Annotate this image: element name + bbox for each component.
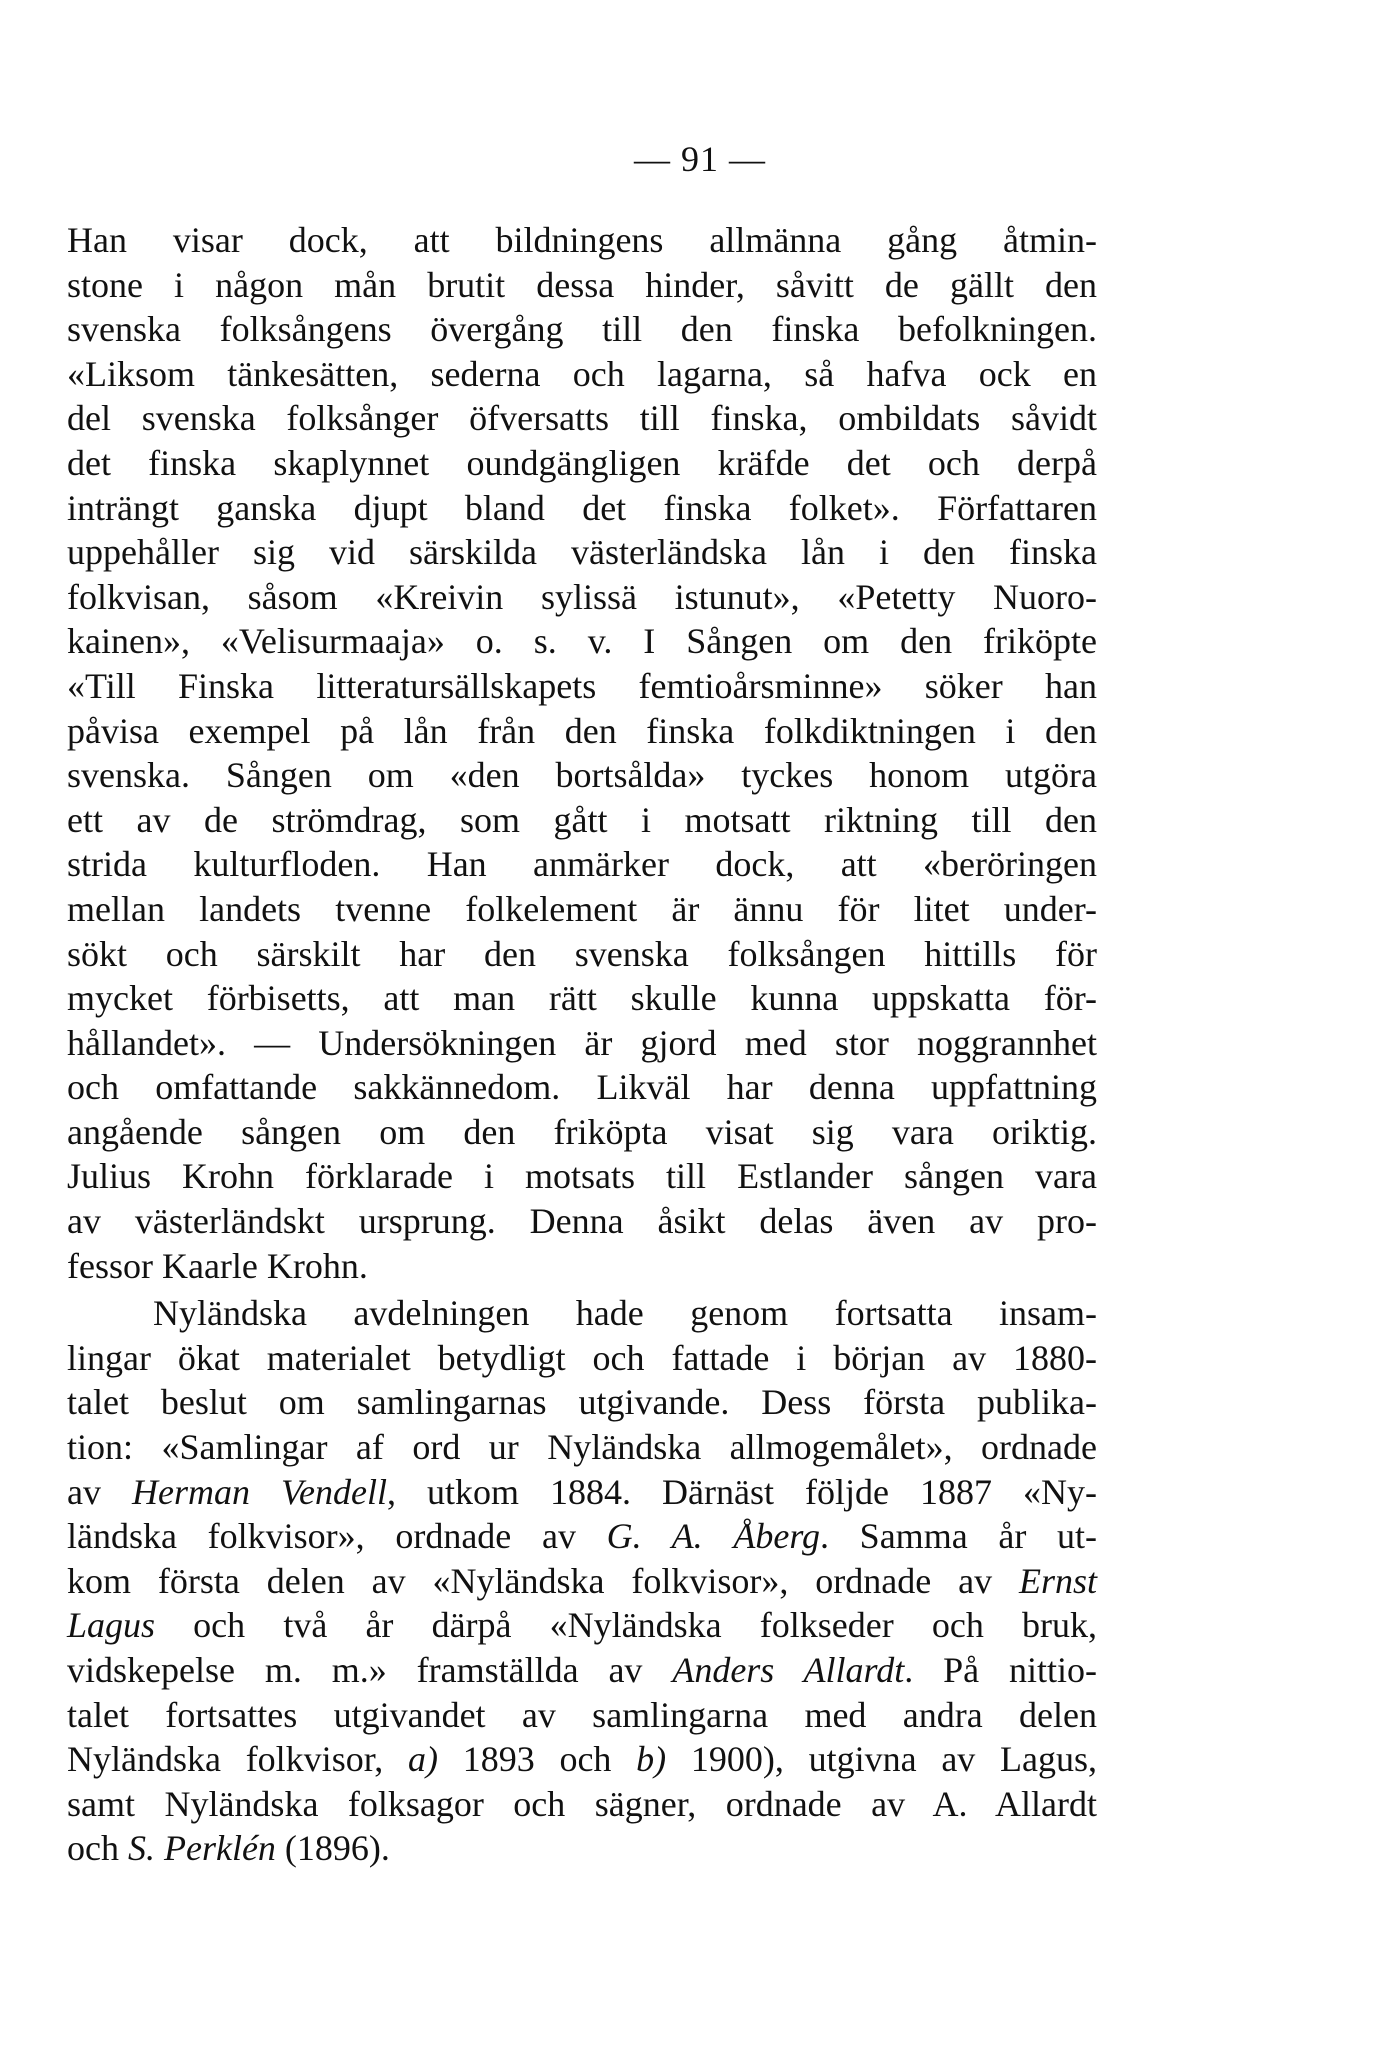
text-line: Nyländska folkvisor, a) 1893 och b) 1900), utgivna av Lagus, [67,1739,1098,1780]
author-name: S. Perklén [127,1828,276,1869]
text-line: kom första delen av «Nyländska folkvisor», ordnade av Ernst [67,1560,1097,1601]
text-line: påvisa exempel på lån från den finska folkdiktningen i den [67,710,1097,751]
author-name: Lagus [67,1605,156,1646]
text-line: ländska folkvisor», ordnade av G. A. Åberg. Samma år ut- [67,1516,1097,1557]
text-line: sökt och särskilt har den svenska folksången hittills för [67,933,1097,974]
text-line: lingar ökat materialet betydligt och fattade i början av 1880- [67,1337,1097,1378]
text-line: av Herman Vendell, utkom 1884. Därnäst följde 1887 «Ny- [67,1471,1097,1512]
text-line: Lagus och två år därpå «Nyländska folkseder och bruk, [67,1605,1097,1646]
author-name: Anders Allardt [672,1650,905,1690]
text-line: kainen», «Velisurmaaja» o. s. v. I Sången om den friköpte [67,621,1097,662]
text-line: Julius Krohn förklarade i motsats till Estlander sången vara [67,1156,1097,1197]
text-line: del svenska folksånger öfversatts till finska, ombildats såvidt [67,398,1097,439]
text-line: folkvisan, såsom «Kreivin sylissä istunut», «Petetty Nuoro- [67,576,1097,617]
text-line: Nyländska avdelningen hade genom fortsatta insam- [153,1293,1097,1334]
text-line: hållandet». — Undersökningen är gjord med stor noggrannhet [67,1022,1097,1063]
text-line: och S. Perklén (1896). [67,1828,390,1869]
paragraph-2 [67,1291,1097,1871]
text-line: det finska skaplynnet oundgängligen kräfde det och derpå [67,442,1097,483]
paragraph-1 [67,218,1097,1288]
text-line: mellan landets tvenne folkelement är ännu för litet under- [67,888,1097,929]
text-line: angående sången om den friköpta visat sig vara oriktig. [67,1111,1097,1152]
author-name: Ernst [1018,1560,1097,1601]
text-line: strida kulturfloden. Han anmärker dock, att «beröringen [67,844,1097,885]
text-line: «Liksom tänkesätten, sederna och lagarna, så hafva ock en [67,353,1097,394]
page-number: — 91 — [634,139,766,179]
text-line: vidskepelse m. m.» framställda av Anders Allardt. På nittio- [67,1650,1098,1690]
author-name: G. A. Åberg [606,1516,820,1557]
volume-marker: b) [636,1739,667,1780]
body-text [67,218,1097,1871]
text-line: svenska. Sången om «den bortsålda» tyckes honom utgöra [67,755,1097,796]
text-line: fessor Kaarle Krohn. [67,1245,368,1286]
text-line: uppehåller sig vid särskilda västerländska lån i den finska [67,532,1097,573]
volume-marker: a) [407,1739,438,1780]
text-line: och omfattande sakkännedom. Likväl har denna uppfattning [67,1067,1097,1108]
text-line: av västerländskt ursprung. Denna åsikt delas även av pro- [67,1201,1097,1242]
text-line: tion: «Samlingar af ord ur Nyländska allmogemålet», ordnade [67,1427,1097,1468]
text-line: inträngt ganska djupt bland det finska folket». Författaren [67,487,1097,528]
text-line: talet fortsattes utgivandet av samlingarna med andra delen [67,1694,1097,1735]
text-line: «Till Finska litteratursällskapets femtioårsminne» söker han [67,665,1097,706]
text-line: Han visar dock, att bildningens allmänna gång åtmin- [67,220,1097,260]
text-line: mycket förbisetts, att man rätt skulle kunna uppskatta för- [67,978,1097,1019]
text-line: stone i någon mån brutit dessa hinder, såvitt de gällt den [67,264,1097,305]
author-name: Herman Vendell [132,1471,387,1512]
text-line: svenska folksångens övergång till den finska befolkningen. [67,309,1097,350]
text-line: samt Nyländska folksagor och sägner, ordnade av A. Allardt [67,1783,1097,1824]
text-line: talet beslut om samlingarnas utgivande. Dess första publika- [67,1382,1097,1423]
text-line: ett av de strömdrag, som gått i motsatt riktning till den [67,799,1097,840]
